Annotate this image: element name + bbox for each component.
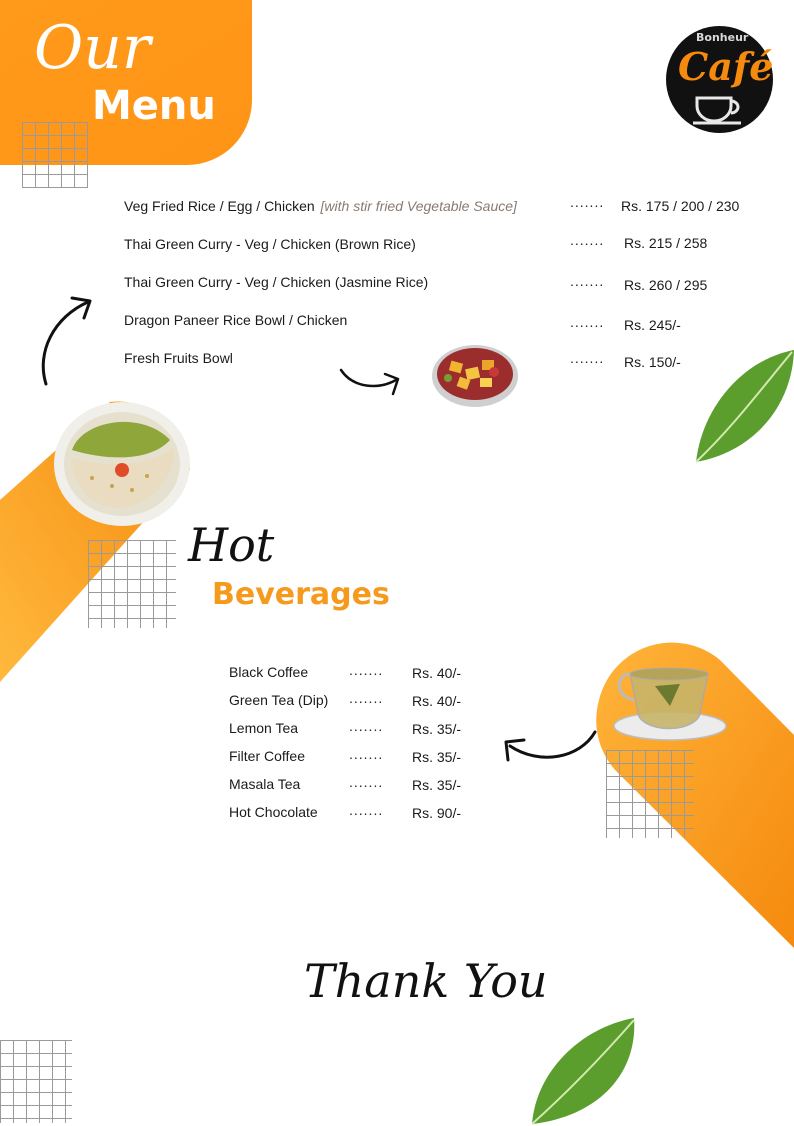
menu-item-price: Rs. 150/- <box>624 354 681 370</box>
grid-pattern-top-left <box>22 122 88 188</box>
beverage-dots: ....... <box>349 802 384 818</box>
menu-item-dots: ....... <box>570 350 605 366</box>
beverages-title: Beverages <box>212 577 390 612</box>
curved-arrow-right-icon <box>338 364 404 398</box>
header-script-title: Our <box>34 13 151 83</box>
menu-item-price: Rs. 215 / 258 <box>624 235 708 251</box>
coffee-cup-icon <box>691 92 751 126</box>
beverage-dots: ....... <box>349 746 384 762</box>
menu-item-price: Rs. 175 / 200 / 230 <box>621 198 740 214</box>
curved-arrow-left-icon <box>34 292 104 392</box>
grid-pattern-bottom-left <box>0 1040 72 1123</box>
leaf-bottom-icon <box>530 1016 640 1126</box>
thank-you-text: Thank You <box>304 954 548 1008</box>
grid-pattern-middle-left <box>88 540 176 628</box>
grid-pattern-right <box>606 750 694 838</box>
fruit-bowl-image <box>430 340 520 410</box>
curved-arrow-back-icon <box>500 728 600 768</box>
beverage-name: Black Coffee <box>229 664 309 680</box>
menu-item-dots: ....... <box>570 314 605 330</box>
menu-item-note: [with stir fried Vegetable Sauce] <box>320 198 517 214</box>
beverage-name: Masala Tea <box>229 776 301 792</box>
menu-item-price: Rs. 245/- <box>624 317 681 333</box>
menu-item-name: Fresh Fruits Bowl <box>124 350 233 366</box>
beverage-price: Rs. 35/- <box>412 777 462 793</box>
tea-cup-image <box>610 656 730 746</box>
beverage-dots: ....... <box>349 774 384 790</box>
menu-item-name: Thai Green Curry - Veg / Chicken (Brown Rice) <box>124 236 416 252</box>
beverage-price: Rs. 90/- <box>412 805 462 821</box>
beverage-price: Rs. 40/- <box>412 665 462 681</box>
beverage-name: Lemon Tea <box>229 720 299 736</box>
beverage-name: Filter Coffee <box>229 748 305 764</box>
menu-item-dots: ....... <box>570 232 605 248</box>
beverage-price: Rs. 40/- <box>412 693 462 709</box>
beverage-name: Green Tea (Dip) <box>229 692 329 708</box>
header-title: Menu <box>92 83 216 129</box>
beverage-dots: ....... <box>349 718 384 734</box>
logo-top-text: Bonheur <box>696 31 749 44</box>
menu-item-dots: ....... <box>570 273 605 289</box>
menu-item-name: Thai Green Curry - Veg / Chicken (Jasmine Rice) <box>124 274 429 290</box>
beverage-dots: ....... <box>349 662 384 678</box>
beverage-name: Hot Chocolate <box>229 804 318 820</box>
beverages-script-title: Hot <box>188 518 275 572</box>
menu-item-name-text: Veg Fried Rice / Egg / Chicken <box>124 198 315 214</box>
menu-item-name: Dragon Paneer Rice Bowl / Chicken <box>124 312 348 328</box>
beverage-price: Rs. 35/- <box>412 749 462 765</box>
curry-plate-image <box>52 400 192 530</box>
menu-item-price: Rs. 260 / 295 <box>624 277 708 293</box>
logo-main-text: Café <box>678 44 774 89</box>
leaf-right-icon <box>692 348 794 464</box>
menu-item-name <box>124 198 517 214</box>
menu-item-dots: ....... <box>570 194 605 210</box>
cafe-logo <box>666 26 773 133</box>
beverage-price: Rs. 35/- <box>412 721 462 737</box>
beverage-dots: ....... <box>349 690 384 706</box>
